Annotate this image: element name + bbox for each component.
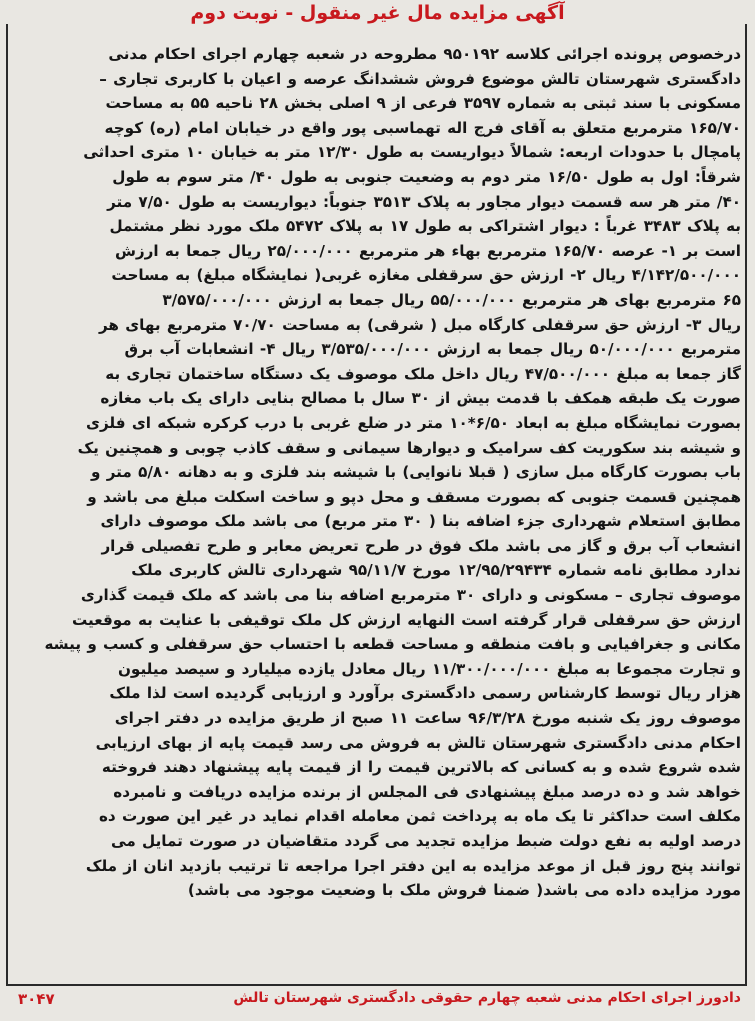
notice-line: انشعاب آب برق و گاز می باشد ملک فوق در طرح تعریض معابر و طرح تفصیلی قرار [101,536,741,555]
notice-line: باب بصورت کارگاه مبل سازی ( قبلا نانوایی) با شیشه بند فلزی و به دهانه ۵/۸۰ متر و [91,463,741,482]
notice-line: مطابق استعلام شهرداری جزء اضافه بنا ( ۳۰ متر مربع) می باشد ملک موصوف دارای [100,512,741,531]
notice-line: مورد مزایده داده می باشد( ضمنا فروش ملک با وضعیت موجود می باشد) [187,881,741,900]
notice-line: ۴۰/ متر هر سه قسمت دیوار مجاور به پلاک ۳۵۱۳ جنوباً: دیواریست به طول ۷/۵۰ متر [107,192,741,211]
notice-signature: دادورز اجرای احکام مدنی شعبه چهارم حقوقی دادگستری شهرستان تالش [233,990,741,1006]
notice-line: هزار ریال توسط کارشناس رسمی دادگستری برآورد و ارزیابی گردیده است لذا ملک [109,684,741,703]
notice-line: و شیشه بند سکوریت کف سرامیک و دیوارها سیمانی و سقف کاذب چوبی و همچنین یک [77,438,741,457]
notice-line: ارزش حق سرقفلی قرار گرفته است النهایه ارزش کل ملک توقیفی با عنایت به موقعیت [71,610,741,629]
notice-line: شده شروع شده و به کسانی که بالاترین قیمت را از قیمت پایه پیشنهاد دهند فروخته [101,758,741,777]
notice-line: دادگستری شهرستان تالش موضوع فروش ششدانگ عرصه و اعیان با کاربری تجاری – [99,69,741,88]
notice-line: ۶۵ مترمربع بهای هر مترمربع ۵۵/۰۰۰/۰۰۰ ریال جمعا به ارزش ۳/۵۷۵/۰۰۰/۰۰۰ [162,290,741,309]
notice-line: به پلاک ۳۴۸۳ غرباً : دیوار اشتراکی به طول ۱۷ به پلاک ۵۴۷۲ ملک مورد نظر مشتمل [109,217,741,236]
notice-line: بصورت نمایشگاه مبلغ به ابعاد ۶/۵۰*۱۰ متر در ضلع غربی با درب کرکره شبکه ای فلزی [86,413,741,432]
notice-line: همچنین قسمت جنوبی که بصورت مسقف و محل دپو و ساخت اسکلت مبلغ می باشد و [87,487,741,506]
notice-line: موصوف تجاری – مسکونی و دارای ۳۰ مترمربع اضافه بنا می باشد که ملک قیمت گذاری [80,586,741,605]
notice-line: مترمربع ۵۰/۰۰۰/۰۰۰ ریال جمعا به ارزش ۳/۵۳۵/۰۰۰/۰۰۰ ریال ۴- انشعابات آب برق [124,340,741,359]
notice-line: پامچال با حدودات اربعه: شمالاً دیواریست به طول ۱۲/۳۰ متر به خیابان ۱۰ متری احداثی [83,143,741,162]
notice-line: ریال ۳- ارزش حق سرقفلی کارگاه مبل ( شرقی) به مساحت ۷۰/۷۰ مترمربع بهای هر [98,315,741,334]
notice-line: شرقاً: اول به طول ۱۶/۵۰ متر دوم به وضعیت جنوبی به طول ۴۰/ متر سوم به طول [112,167,741,186]
notice-line: ۴/۱۴۲/۵۰۰/۰۰۰ ریال ۲- ارزش حق سرقفلی مغازه غربی( نمایشگاه مبلغ) به مساحت [111,266,741,285]
notice-title [0,2,755,24]
notice-line: مکلف است حداکثر تا یک ماه به پرداخت ثمن معامله اقدام نماید در غیر این صورت ده [98,807,741,826]
notice-line: درصد اولیه به نفع دولت ضبط مزایده تجدید می گردد متقاضیان در صورت تمایل می [110,832,741,850]
notice-line: مسکونی با سند ثبتی به شماره ۳۵۹۷ فرعی از ۹ اصلی بخش ۲۸ ناحیه ۵۵ به مساحت [105,94,741,113]
notice-line: است بر ۱- عرصه ۱۶۵/۷۰ مترمربع بهاء هر مترمربع ۲۵/۰۰۰/۰۰۰ ریال جمعا به ارزش [114,241,741,260]
notice-line: درخصوص پرونده اجرائی کلاسه ۹۵۰۱۹۲ مطروحه در شعبه چهارم اجرای احکام مدنی [108,45,741,63]
notice-line: خواهد شد و ده درصد مبلغ پیشنهادی فی المجلس از برنده مزایده دریافت و نامبرده [113,782,741,801]
notice-body [14,42,741,903]
notice-line: احکام مدنی دادگستری شهرستان تالش به فروش می رسد قیمت پایه از بهای ارزیابی [95,733,741,752]
notice-title-text: آگهی مزایده مال غیر منقول - نوبت دوم [182,2,572,24]
notice-code: ۳۰۴۷ [18,990,55,1008]
notice-line: ۱۶۵/۷۰ مترمربع متعلق به آقای فرج اله تهماسبی پور واقع در خیابان امام (ره) کوچه [104,118,741,137]
notice-line: مکانی و جغرافیایی و بافت منطقه و مساحت قطعه با احتساب حق سرقفلی و کسب و پیشه [44,635,741,654]
notice-line: صورت یک طبقه همکف با قدمت بیش از ۳۰ سال با مصالح بنایی دارای یک باب مغازه [100,389,741,408]
notice-line: موصوف روز یک شنبه مورخ ۹۶/۳/۲۸ ساعت ۱۱ صبح از طریق مزایده در دفتر اجرای [114,709,741,728]
notice-line: توانند پنج روز قبل از موعد مزایده به این دفتر اجرا مراجعه تا ترتیب بازدید انان از ملک [85,856,741,875]
notice-line: گاز جمعا به مبلغ ۴۷/۵۰۰/۰۰۰ ریال داخل ملک موصوف یک دستگاه ساختمان تجاری به [105,364,741,383]
notice-footer [0,990,755,1018]
notice-line: ندارد مطابق نامه شماره ۱۲/۹۵/۲۹۴۳۴ مورخ ۹۵/۱۱/۷ شهرداری تالش کاربری ملک [131,561,741,580]
notice-line: و تجارت مجموعا به مبلغ ۱۱/۳۰۰/۰۰۰/۰۰۰ ریال معادل یازده میلیارد و سیصد میلیون [117,659,741,678]
